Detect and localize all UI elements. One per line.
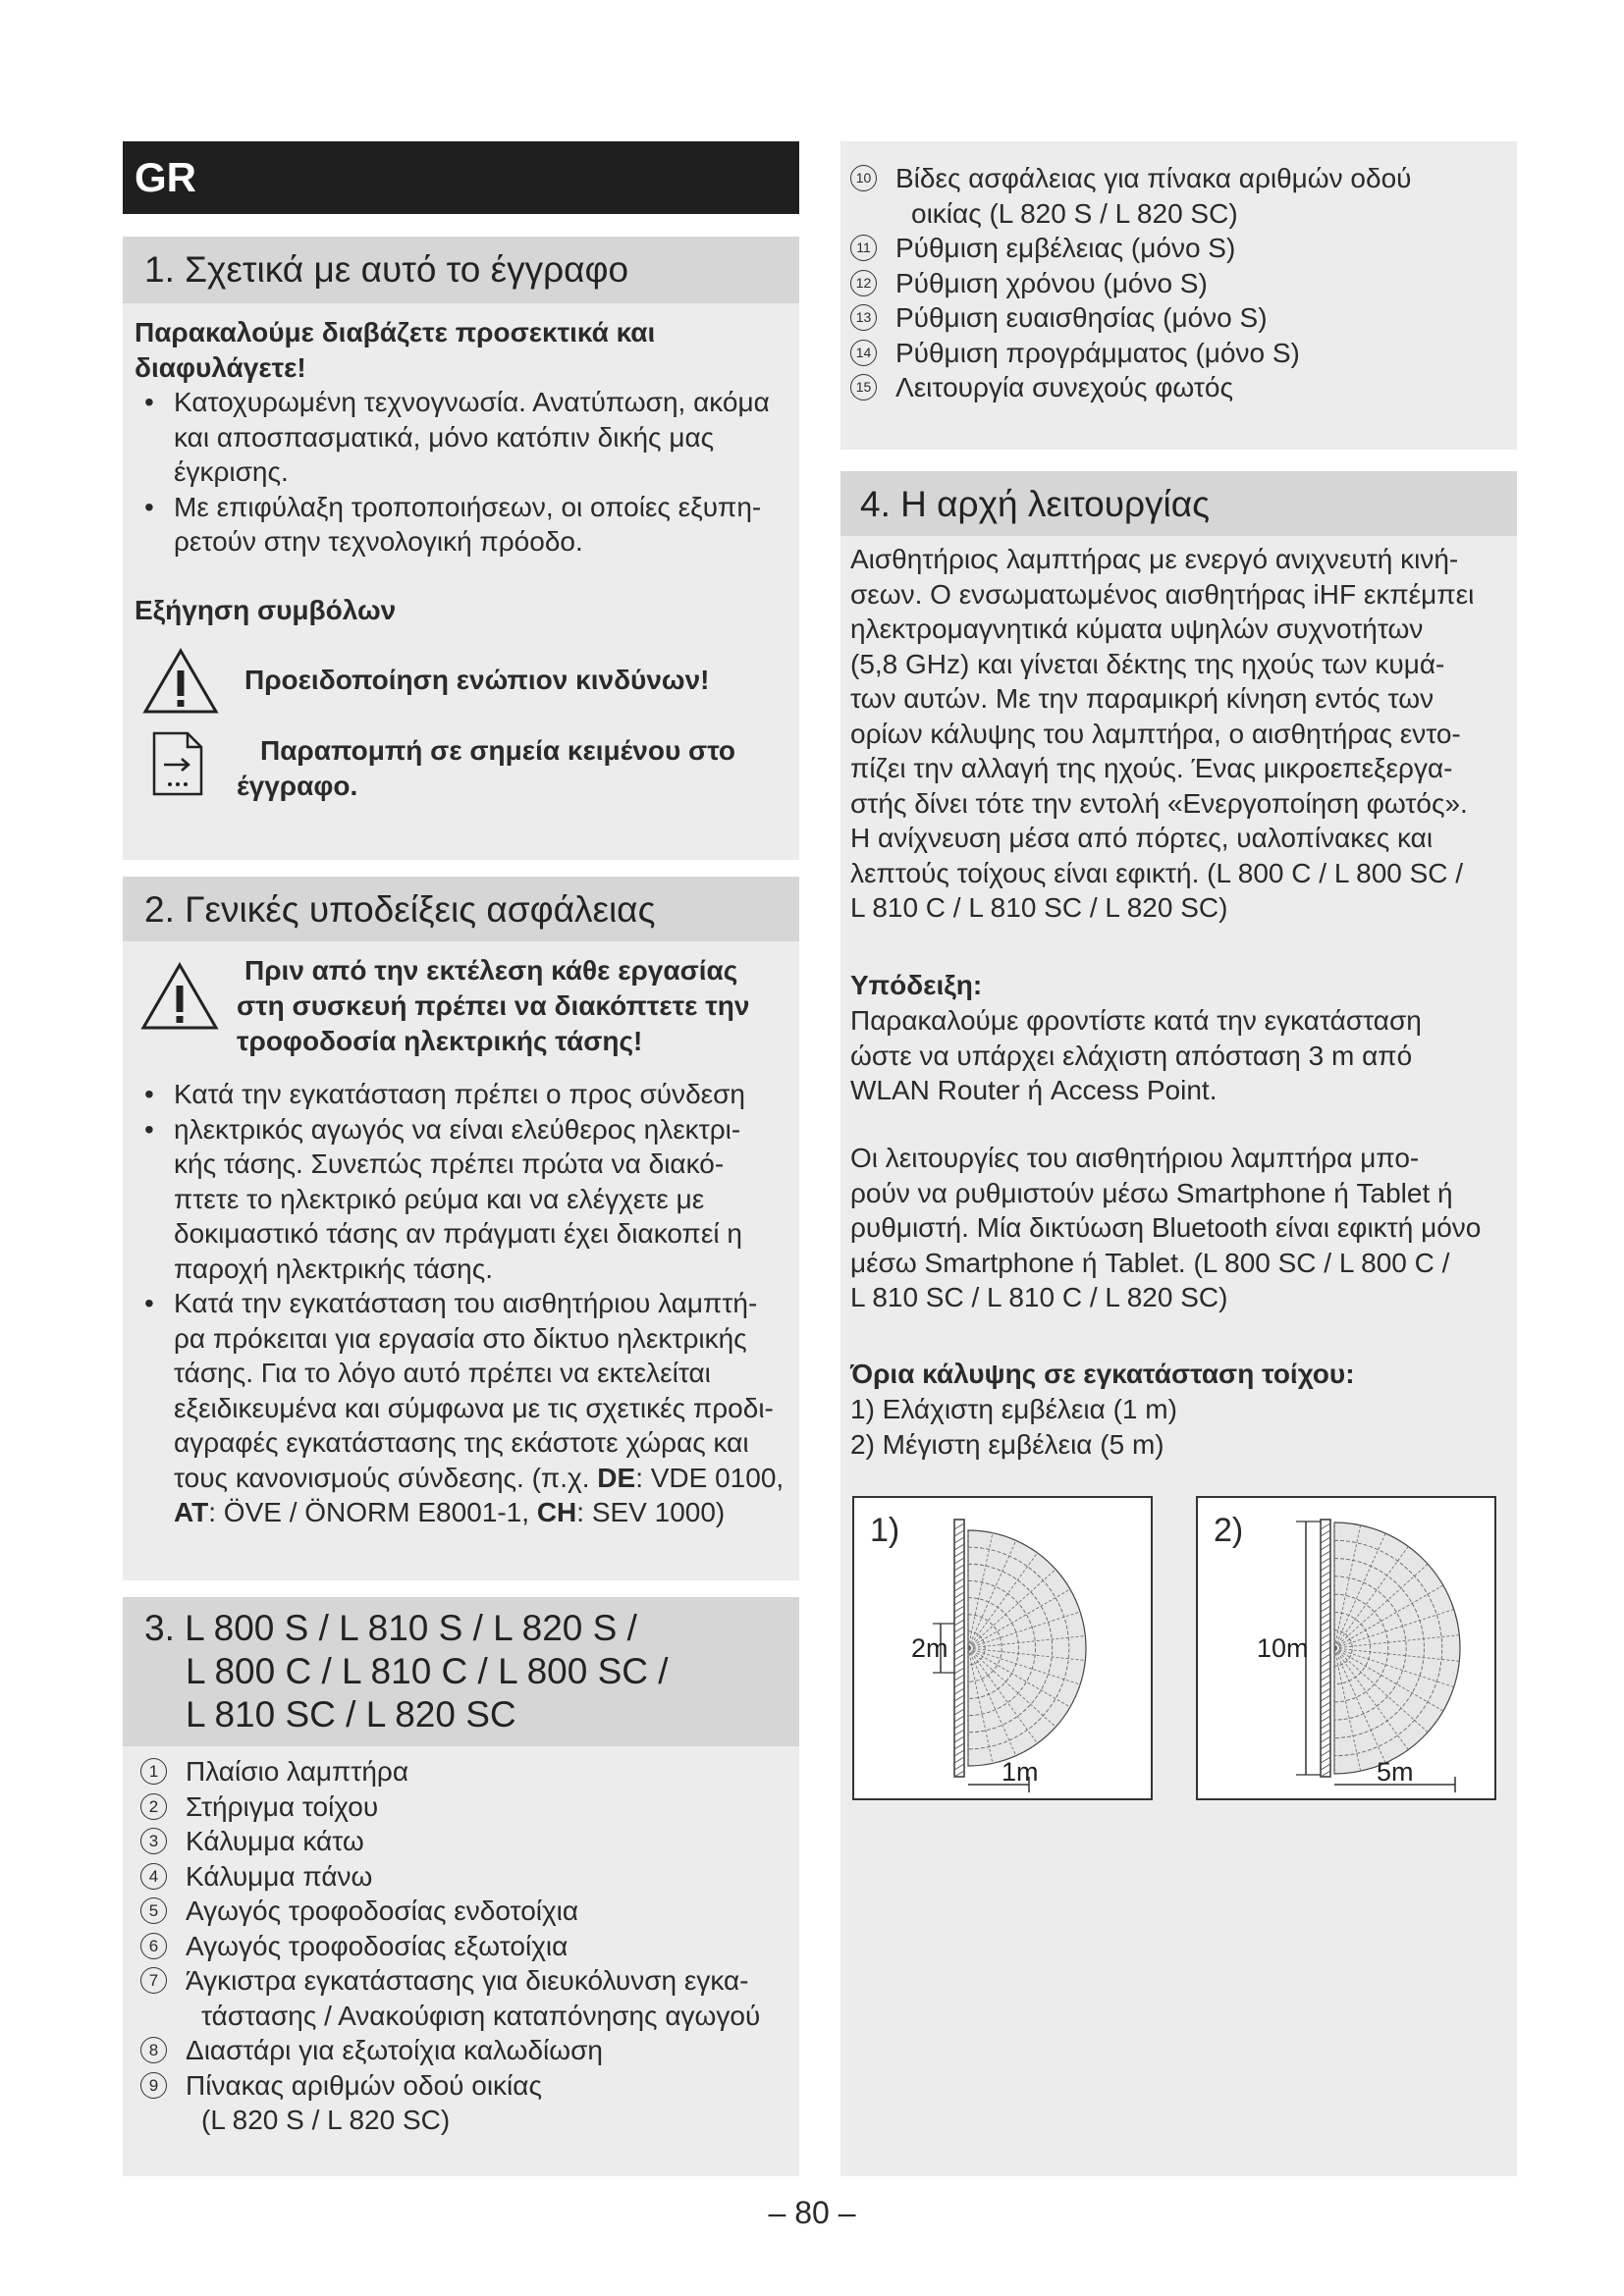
s4-note-heading: Υπόδειξη: [850,970,983,1000]
section-2-panel [123,877,799,1580]
s2-bullet-3-line5: αγραφές εγκατάστασης της εκάστοτε χώρας και [174,1427,749,1458]
component-item-label: Ρύθμιση προγράμματος (μόνο S) [895,337,1300,368]
language-tag: GR [123,141,799,214]
number-circle-icon: 2 [140,1793,167,1820]
s3-title-line2: L 800 C / L 810 C / L 800 SC / [186,1651,669,1691]
range-min: 1) Ελάχιστη εμβέλεια (1 m) [850,1394,1177,1424]
component-item-label: Άγκιστρα εγκατάστασης για διευκόλυνση εγκα- [186,1965,749,1996]
component-item-label: Ρύθμιση χρόνου (μόνο S) [895,267,1208,298]
s2-bullet-2-line3: πτετε το ηλεκτρικό ρεύμα και να ελέγχετε με [174,1183,705,1214]
s1-bullet-2-line1: • Με επιφύλαξη τροποποιήσεων, οι οποίες εξυπη- [174,491,762,522]
number-circle-icon: 4 [140,1863,167,1890]
component-item-7 [131,1963,788,2033]
component-item-8 [131,2033,788,2068]
range-label: 1m [1001,1757,1039,1787]
number-circle-icon: 6 [140,1933,167,1959]
range-heading: Όρια κάλυψης σε εγκατάσταση τοίχου: [850,1359,1355,1389]
component-item-label: Διαστάρι για εξωτοίχια καλωδίωση [186,2035,603,2065]
symbol-reference-text-line2: έγγραφο. [237,771,358,801]
s3-title-line1: 3. L 800 S / L 810 S / L 820 S / [144,1608,637,1648]
figure-1-label: 1) [870,1512,900,1549]
section-1-panel [123,237,799,860]
component-item-label-cont: (L 820 S / L 820 SC) [201,2105,451,2135]
s4-p1-line-4: (5,8 GHz) και γίνεται δέκτης της ηχούς των κυμά- [850,648,1445,679]
component-item-label: Κάλυμμα πάνω [186,1860,373,1892]
component-item-13 [840,300,1508,336]
s2-b3-l7-b: : SEV 1000) [576,1497,726,1527]
s2-b3-l7-a: : ÖVE / ÖNORM E8001-1, [208,1497,537,1527]
s4-p1-line-1: Αισθητήριος λαμπτήρας με ενεργό ανιχνευτή κινή- [850,544,1459,574]
number-circle-icon: 15 [850,374,877,400]
s2-bullet-2-line5: παροχή ηλεκτρικής τάσης. [174,1253,493,1284]
s4-p1-line-6: ορίων κάλυψης του λαμπτήρα, ο αισθητήρας εντο- [850,718,1461,749]
component-item-12 [840,266,1508,301]
component-item-label: Ρύθμιση εμβέλειας (μόνο S) [895,233,1236,263]
number-circle-icon: 3 [140,1828,167,1854]
s1-bullet-1-line3: έγκρισης. [174,456,289,487]
s2-bullet-2-line1: • ηλεκτρικός αγωγός να είναι ελεύθερος ηλεκτρι- [174,1113,741,1145]
section-3-cont-panel [840,141,1517,450]
s2-bullet-1 [135,1077,792,1112]
components-list-continued [840,161,1508,405]
s2-warning-line2: στη συσκευή πρέπει να διακόπτετε την [237,990,750,1021]
s4-p1-line-3: ηλεκτρομαγνητικά κύματα υψηλών συχνοτήτων [850,614,1424,644]
component-item-6 [131,1929,788,1964]
s2-b3-l6-b: : VDE 0100, [635,1462,785,1493]
number-circle-icon: 1 [140,1758,167,1785]
section-3-panel [123,1597,799,2176]
s4-note-line-1: Παρακαλούμε φροντίστε κατά την εγκατάσταση [850,1005,1422,1036]
s2-bullet-3-line2: ρα πρόκειται για εργασία στο δίκτυο ηλεκτρικής [174,1322,747,1354]
number-circle-icon: 14 [850,340,877,366]
component-item-label: Πλαίσιο λαμπτήρα [186,1756,409,1787]
coverage-diagram-1 [854,1498,1151,1798]
component-item-2 [131,1789,788,1825]
range-max: 2) Μέγιστη εμβέλεια (5 m) [850,1429,1164,1460]
symbol-warning-text: Προειδοποίηση ενώπιον κινδύνων! [244,665,710,695]
s2-bullet-2 [135,1112,792,1287]
component-item-label: Στήριγμα τοίχου [186,1790,379,1822]
s4-p1-line-8: στής δίνει τότε την εντολή «Ενεργοποίηση φωτός». [850,787,1468,819]
symbols-heading: Εξήγηση συμβόλων [135,594,397,625]
document-reference-icon [152,731,203,796]
s4-p1-line-7: πίζει την αλλαγή της ηχούς. Ένας μικροεπεξεργα- [850,753,1453,783]
figure-2-label: 2) [1214,1512,1244,1549]
s4-p2-line-3: ρυθμιστή. Μία δικτύωση Bluetooth είναι εφικτή μόνο [850,1212,1482,1243]
component-item-label: Κάλυμμα κάτω [186,1826,364,1856]
s4-p2-line-4: μέσω Smartphone ή Tablet. (L 800 SC / L 800 C / [850,1247,1450,1278]
height-label: 10m [1257,1633,1309,1663]
range-label: 5m [1377,1757,1414,1787]
s1-bullet-1 [135,385,787,490]
s2-warning-line3: τροφοδοσία ηλεκτρικής τάσης! [237,1026,643,1056]
country-de: DE [597,1462,636,1493]
section-3-title [123,1597,799,1746]
symbol-reference-text-line1: Παραπομπή σε σημεία κειμένου στο [260,735,736,766]
s4-p1-line-5: των αυτών. Με την παραμικρή κίνηση εντός των [850,683,1435,714]
component-item-15 [840,370,1508,405]
s4-note-text [850,1003,1513,1108]
s3-title-line3: L 810 SC / L 820 SC [186,1694,516,1735]
figure-min-range [852,1496,1153,1800]
s1-bullet-2-line2: ρετούν στην τεχνολογική πρόοδο. [174,526,583,557]
s2-bullet-2-line2: κής τάσης. Συνεπώς πρέπει πρώτα να διακό- [174,1148,725,1179]
number-circle-icon: 13 [850,304,877,331]
s2-bullet-3-line4: εξειδικευμένα και σύμφωνα με τις σχετικές προδι- [174,1392,774,1423]
component-item-5 [131,1894,788,1929]
number-circle-icon: 10 [850,165,877,191]
s4-p2-line-5: L 810 SC / L 810 C / L 820 SC) [850,1282,1228,1312]
components-list [131,1754,788,2138]
s2-bullet-3-line6 [174,1461,792,1496]
number-circle-icon: 9 [140,2072,167,2099]
s2-bullets [135,1077,792,1530]
number-circle-icon: 7 [140,1967,167,1994]
component-item-label: Αγωγός τροφοδοσίας εξωτοίχια [186,1930,568,1961]
coverage-pattern [1334,1522,1460,1774]
component-item-9 [131,2068,788,2138]
component-item-label: Αγωγός τροφοδοσίας ενδοτοίχια [186,1896,579,1926]
coverage-diagram-2 [1198,1498,1494,1798]
section-4-title: 4. Η αρχή λειτουργίας [840,471,1517,536]
number-circle-icon: 5 [140,1897,167,1924]
figure-max-range [1196,1496,1496,1800]
s4-p1-line-9: Η ανίχνευση μέσα από πόρτες, υαλοπίνακες και [850,823,1434,853]
s4-p1-line-10: λεπτούς τοίχους είναι εφικτή. (L 800 C / L 800 SC / [850,857,1464,888]
number-circle-icon: 8 [140,2037,167,2063]
warning-icon [142,647,219,716]
component-item-label-cont: τάστασης / Ανακούφιση καταπόνησης αγωγού [201,2000,761,2031]
s2-bullet-3-line3: τάσης. Για το λόγο αυτό πρέπει να εκτελείται [174,1358,711,1388]
s4-paragraph-2 [850,1141,1513,1315]
component-item-1 [131,1754,788,1789]
s4-p2-line-1: Οι λειτουργίες του αισθητήριου λαμπτήρα μπο- [850,1143,1420,1173]
s4-p1-line-2: σεων. Ο ενσωματωμένος αισθητήρας iHF εκπέμπει [850,578,1475,610]
section-1-title: 1. Σχετικά με αυτό το έγγραφο [123,237,799,303]
section-4-panel [840,471,1517,2176]
s2-bullet-3-line1: • Κατά την εγκατάσταση του αισθητήριου λαμπτή- [174,1288,758,1318]
s2-bullet-3 [135,1286,792,1530]
coverage-pattern [968,1530,1086,1766]
s4-paragraph-1 [850,542,1513,926]
country-ch: CH [536,1497,577,1527]
s2-bullet-3-line7 [174,1495,792,1530]
s1-bullet-2 [135,490,787,560]
s1-bullet-1-line1: • Κατοχυρωμένη τεχνογνωσία. Ανατύπωση, ακόμα [174,387,770,417]
component-item-4 [131,1859,788,1895]
s4-note-line-3: WLAN Router ή Access Point. [850,1075,1218,1105]
s2-warning-line1: Πριν από την εκτέλεση κάθε εργασίας [244,955,738,986]
component-item-label-cont: οικίας (L 820 S / L 820 SC) [911,197,1238,229]
component-item-label: Λειτουργία συνεχούς φωτός [895,372,1233,402]
number-circle-icon: 12 [850,270,877,296]
component-item-10 [840,161,1508,231]
s2-bullet-1-line1: • Κατά την εγκατάσταση πρέπει ο προς σύνδεση [174,1079,745,1109]
country-at: AT [174,1497,209,1527]
number-circle-icon: 11 [850,235,877,261]
s1-bullets [135,385,787,560]
s1-intro-line2: διαφυλάγετε! [135,351,306,383]
page-number: – 80 – [768,2195,856,2230]
height-label: 2m [911,1633,948,1663]
component-item-label: Ρύθμιση ευαισθησίας (μόνο S) [895,302,1268,333]
section-2-title: 2. Γενικές υποδείξεις ασφάλειας [123,877,799,941]
s2-bullet-2-line4: δοκιμαστικό τάσης αν πράγματι έχει διακοπεί η [174,1218,742,1249]
component-item-14 [840,336,1508,371]
s2-b3-l6-a: τους κανονισμούς σύνδεσης. (π.χ. [174,1462,598,1493]
warning-icon [140,961,219,1032]
s4-p1-line-11: L 810 C / L 810 SC / L 820 SC) [850,892,1228,923]
s1-intro-line1: Παρακαλούμε διαβάζετε προσεκτικά και [135,317,656,347]
component-item-3 [131,1824,788,1859]
s1-bullet-1-line2: και αποσπασματικά, μόνο κατόπιν δικής μας [174,421,715,453]
s4-note-line-2: ώστε να υπάρχει ελάχιστη απόσταση 3 m από [850,1040,1413,1071]
component-item-label: Βίδες ασφάλειας για πίνακα αριθμών οδού [895,163,1412,193]
component-item-11 [840,231,1508,266]
s4-p2-line-2: ρούν να ρυθμιστούν μέσω Smartphone ή Tablet ή [850,1177,1453,1208]
component-item-label: Πίνακας αριθμών οδού οικίας [186,2069,542,2101]
